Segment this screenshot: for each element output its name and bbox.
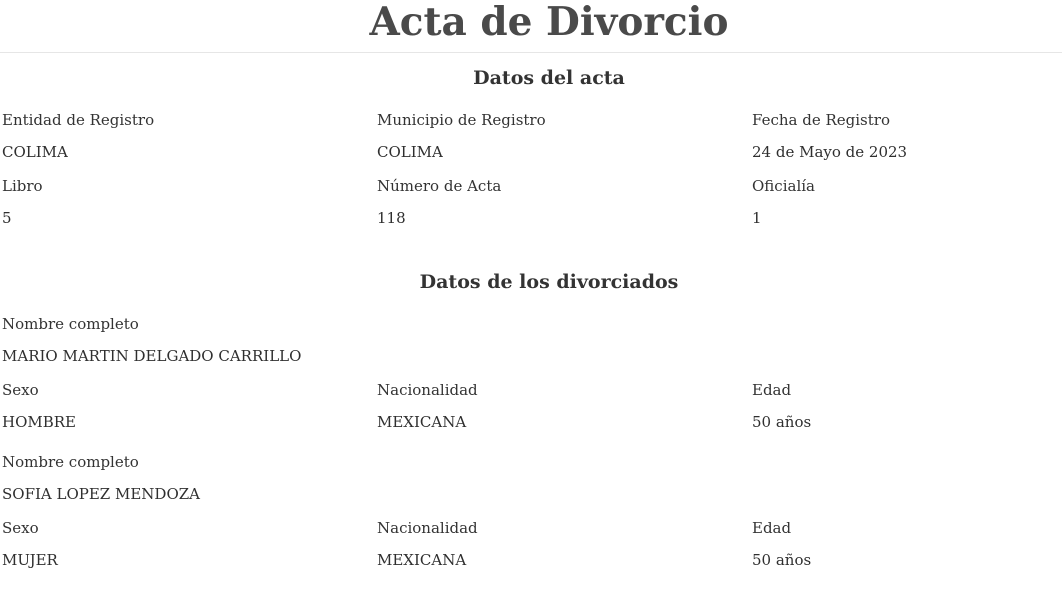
acta-labels-row-1 bbox=[0, 109, 1062, 131]
acta-labels-row-2 bbox=[0, 175, 1062, 197]
page-title: Acta de Divorcio bbox=[369, 0, 729, 45]
numero-acta-value: 118 bbox=[377, 209, 406, 227]
oficialia-value: 1 bbox=[752, 209, 762, 227]
person-1-sexo-label: Sexo bbox=[2, 381, 39, 399]
entidad-registro-label: Entidad de Registro bbox=[2, 111, 155, 129]
numero-acta-label: Número de Acta bbox=[377, 177, 502, 195]
person-1-nombre-label: Nombre completo bbox=[2, 315, 139, 333]
fecha-registro-value: 24 de Mayo de 2023 bbox=[752, 143, 908, 161]
libro-label: Libro bbox=[2, 177, 43, 195]
acta-values-row-2 bbox=[0, 207, 1062, 229]
acta-values-row-1 bbox=[0, 141, 1062, 163]
person-1-edad-label: Edad bbox=[752, 381, 792, 399]
person-1-nacionalidad-label: Nacionalidad bbox=[377, 381, 478, 399]
person-2-sexo-value: MUJER bbox=[2, 551, 58, 569]
person-2-name-label-row bbox=[0, 451, 1062, 473]
person-1-values-row bbox=[0, 411, 1062, 433]
person-2-nacionalidad-label: Nacionalidad bbox=[377, 519, 478, 537]
fecha-registro-label: Fecha de Registro bbox=[752, 111, 890, 129]
person-1-sexo-value: HOMBRE bbox=[2, 413, 77, 431]
title-divider bbox=[0, 52, 1062, 53]
person-2-edad-label: Edad bbox=[752, 519, 792, 537]
person-1-labels-row bbox=[0, 379, 1062, 401]
person-2-values-row bbox=[0, 549, 1062, 571]
person-2-labels-row bbox=[0, 517, 1062, 539]
person-2-nacionalidad-value: MEXICANA bbox=[377, 551, 467, 569]
section-title-divorciados: Datos de los divorciados bbox=[419, 271, 679, 293]
libro-value: 5 bbox=[2, 209, 12, 227]
person-2-nombre-label: Nombre completo bbox=[2, 453, 139, 471]
municipio-registro-label: Municipio de Registro bbox=[377, 111, 546, 129]
person-2-edad-value: 50 años bbox=[752, 551, 812, 569]
person-2-name-value-row bbox=[0, 483, 1062, 505]
person-1-edad-value: 50 años bbox=[752, 413, 812, 431]
municipio-registro-value: COLIMA bbox=[377, 143, 443, 161]
oficialia-label: Oficialía bbox=[752, 177, 815, 195]
person-1-nombre-value: MARIO MARTIN DELGADO CARRILLO bbox=[2, 347, 302, 365]
person-1-nacionalidad-value: MEXICANA bbox=[377, 413, 467, 431]
entidad-registro-value: COLIMA bbox=[2, 143, 68, 161]
section-title-acta: Datos del acta bbox=[473, 67, 625, 89]
person-1-name-value-row bbox=[0, 345, 1062, 367]
person-2-nombre-value: SOFIA LOPEZ MENDOZA bbox=[2, 485, 201, 503]
person-1-name-label-row bbox=[0, 313, 1062, 335]
person-2-sexo-label: Sexo bbox=[2, 519, 39, 537]
